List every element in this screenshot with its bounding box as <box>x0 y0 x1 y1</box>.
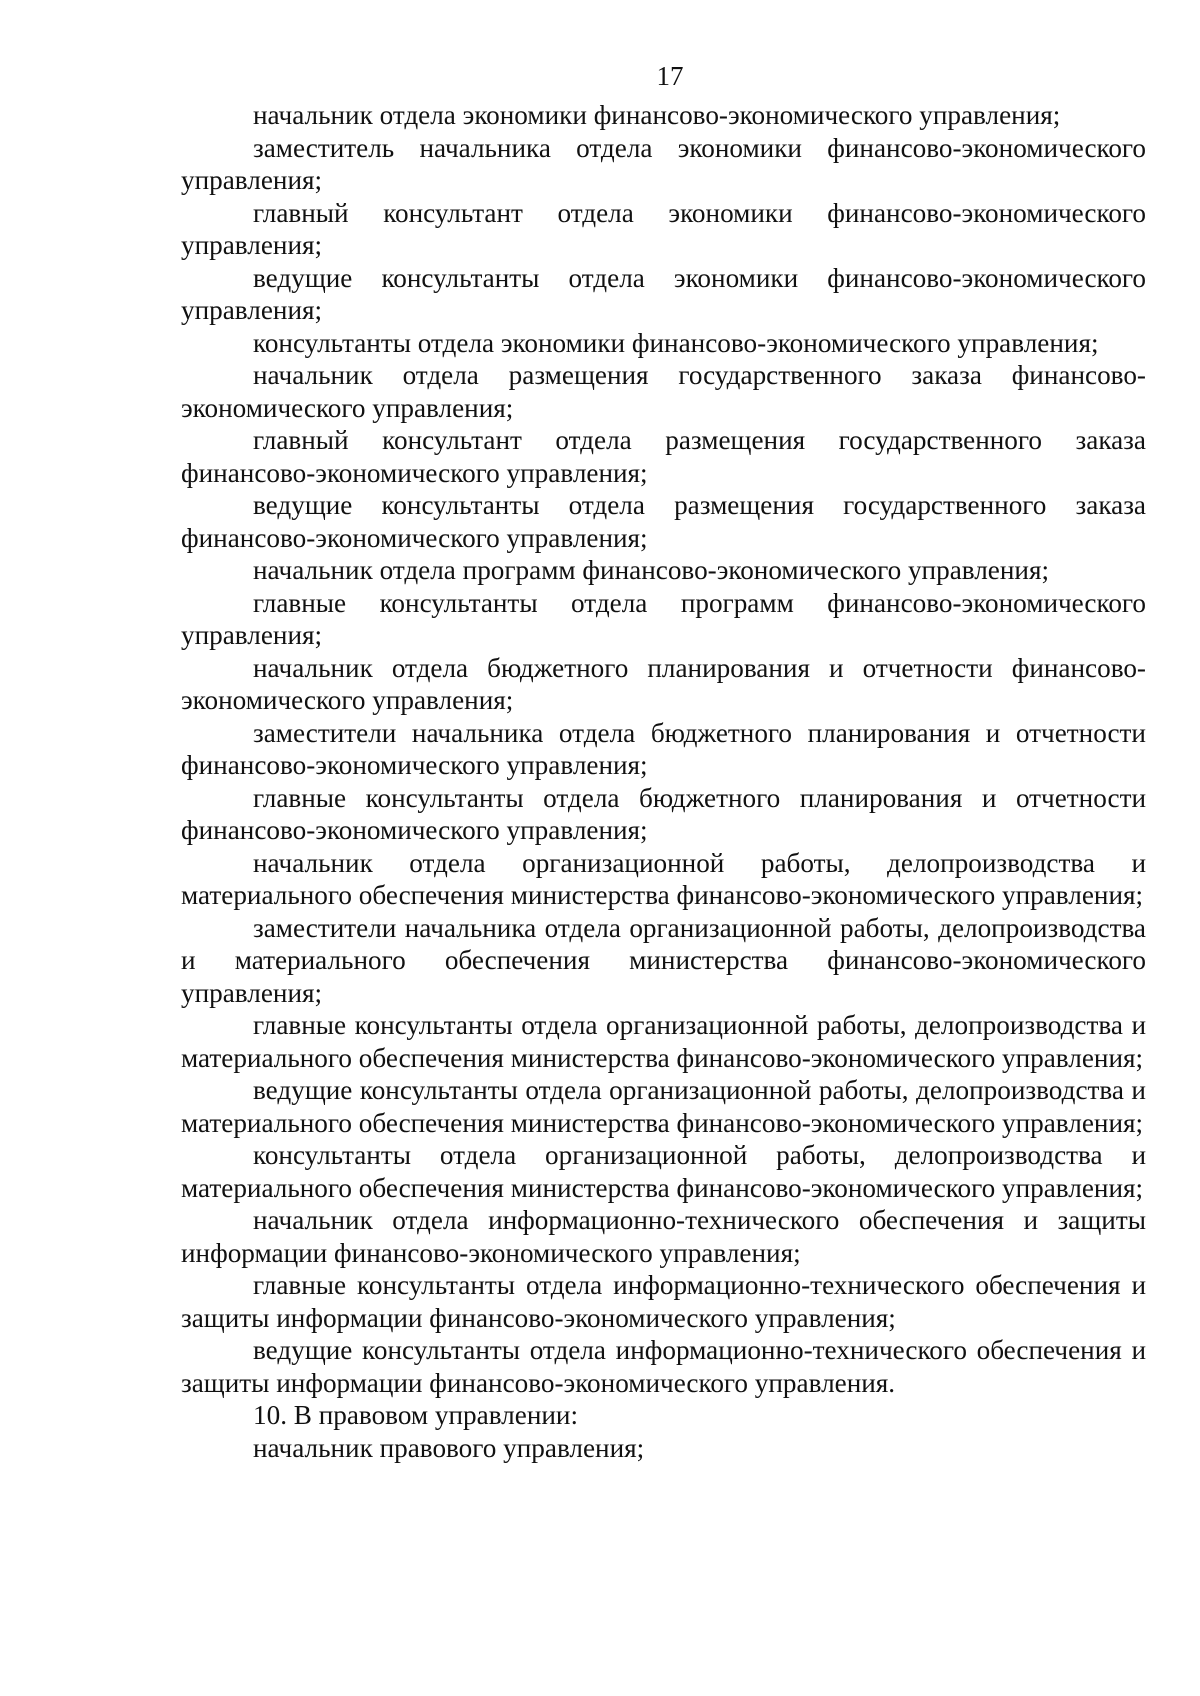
paragraph: заместитель начальника отдела экономики финансово-экономического управления; <box>181 132 1146 195</box>
paragraph: ведущие консультанты отдела экономики финансово-экономического управления; <box>181 262 1146 325</box>
paragraph: начальник отдела организационной работы, делопроизводства и материального обеспечения министерства финансово-экономического управления; <box>181 847 1146 910</box>
paragraph: заместители начальника отдела бюджетного планирования и отчетности финансово-экономического управления; <box>181 717 1146 780</box>
paragraph: начальник отдела размещения государственного заказа финансово-экономического управления; <box>181 360 1146 423</box>
paragraph: консультанты отдела организационной работы, делопроизводства и материального обеспечения министерства финансово-экономического управления; <box>181 1140 1146 1203</box>
paragraph: главный консультант отдела размещения государственного заказа финансово-экономического управления; <box>181 425 1146 488</box>
paragraph: ведущие консультанты отдела информационно-технического обеспечения и защиты информации финансово-экономического управления. <box>181 1335 1146 1398</box>
paragraph: начальник отдела программ финансово-экономического управления; <box>253 555 1050 585</box>
paragraph: ведущие консультанты отдела организационной работы, делопроизводства и материального обеспечения министерства финансово-экономического управления; <box>181 1075 1146 1138</box>
paragraph: начальник правового управления; <box>253 1432 645 1463</box>
paragraph: начальник отдела бюджетного планирования и отчетности финансово-экономического управления; <box>181 652 1146 715</box>
paragraph: главные консультанты отдела бюджетного планирования и отчетности финансово-экономического управления; <box>181 782 1146 845</box>
paragraph: ведущие консультанты отдела размещения государственного заказа финансово-экономического управления; <box>181 490 1146 553</box>
section-heading: 10. В правовом управлении: <box>253 1400 579 1430</box>
paragraph: консультанты отдела экономики финансово-экономического управления; <box>253 327 1099 358</box>
document-body <box>181 99 1146 1464</box>
paragraph: главные консультанты отдела программ финансово-экономического управления; <box>181 587 1146 650</box>
paragraph: начальник отдела экономики финансово-экономического управления; <box>253 100 1061 130</box>
page-number: 17 <box>656 61 684 91</box>
paragraph: заместители начальника отдела организационной работы, делопроизводства и материального обеспечения министерства финансово-экономического управления; <box>181 912 1146 1008</box>
paragraph: начальник отдела информационно-технического обеспечения и защиты информации финансово-экономического управления; <box>181 1205 1146 1268</box>
paragraph: главные консультанты отдела информационно-технического обеспечения и защиты информации финансово-экономического управления; <box>181 1270 1146 1333</box>
paragraph: главный консультант отдела экономики финансово-экономического управления; <box>181 197 1146 260</box>
paragraph: главные консультанты отдела организационной работы, делопроизводства и материального обеспечения министерства финансово-экономического управления; <box>181 1010 1146 1073</box>
